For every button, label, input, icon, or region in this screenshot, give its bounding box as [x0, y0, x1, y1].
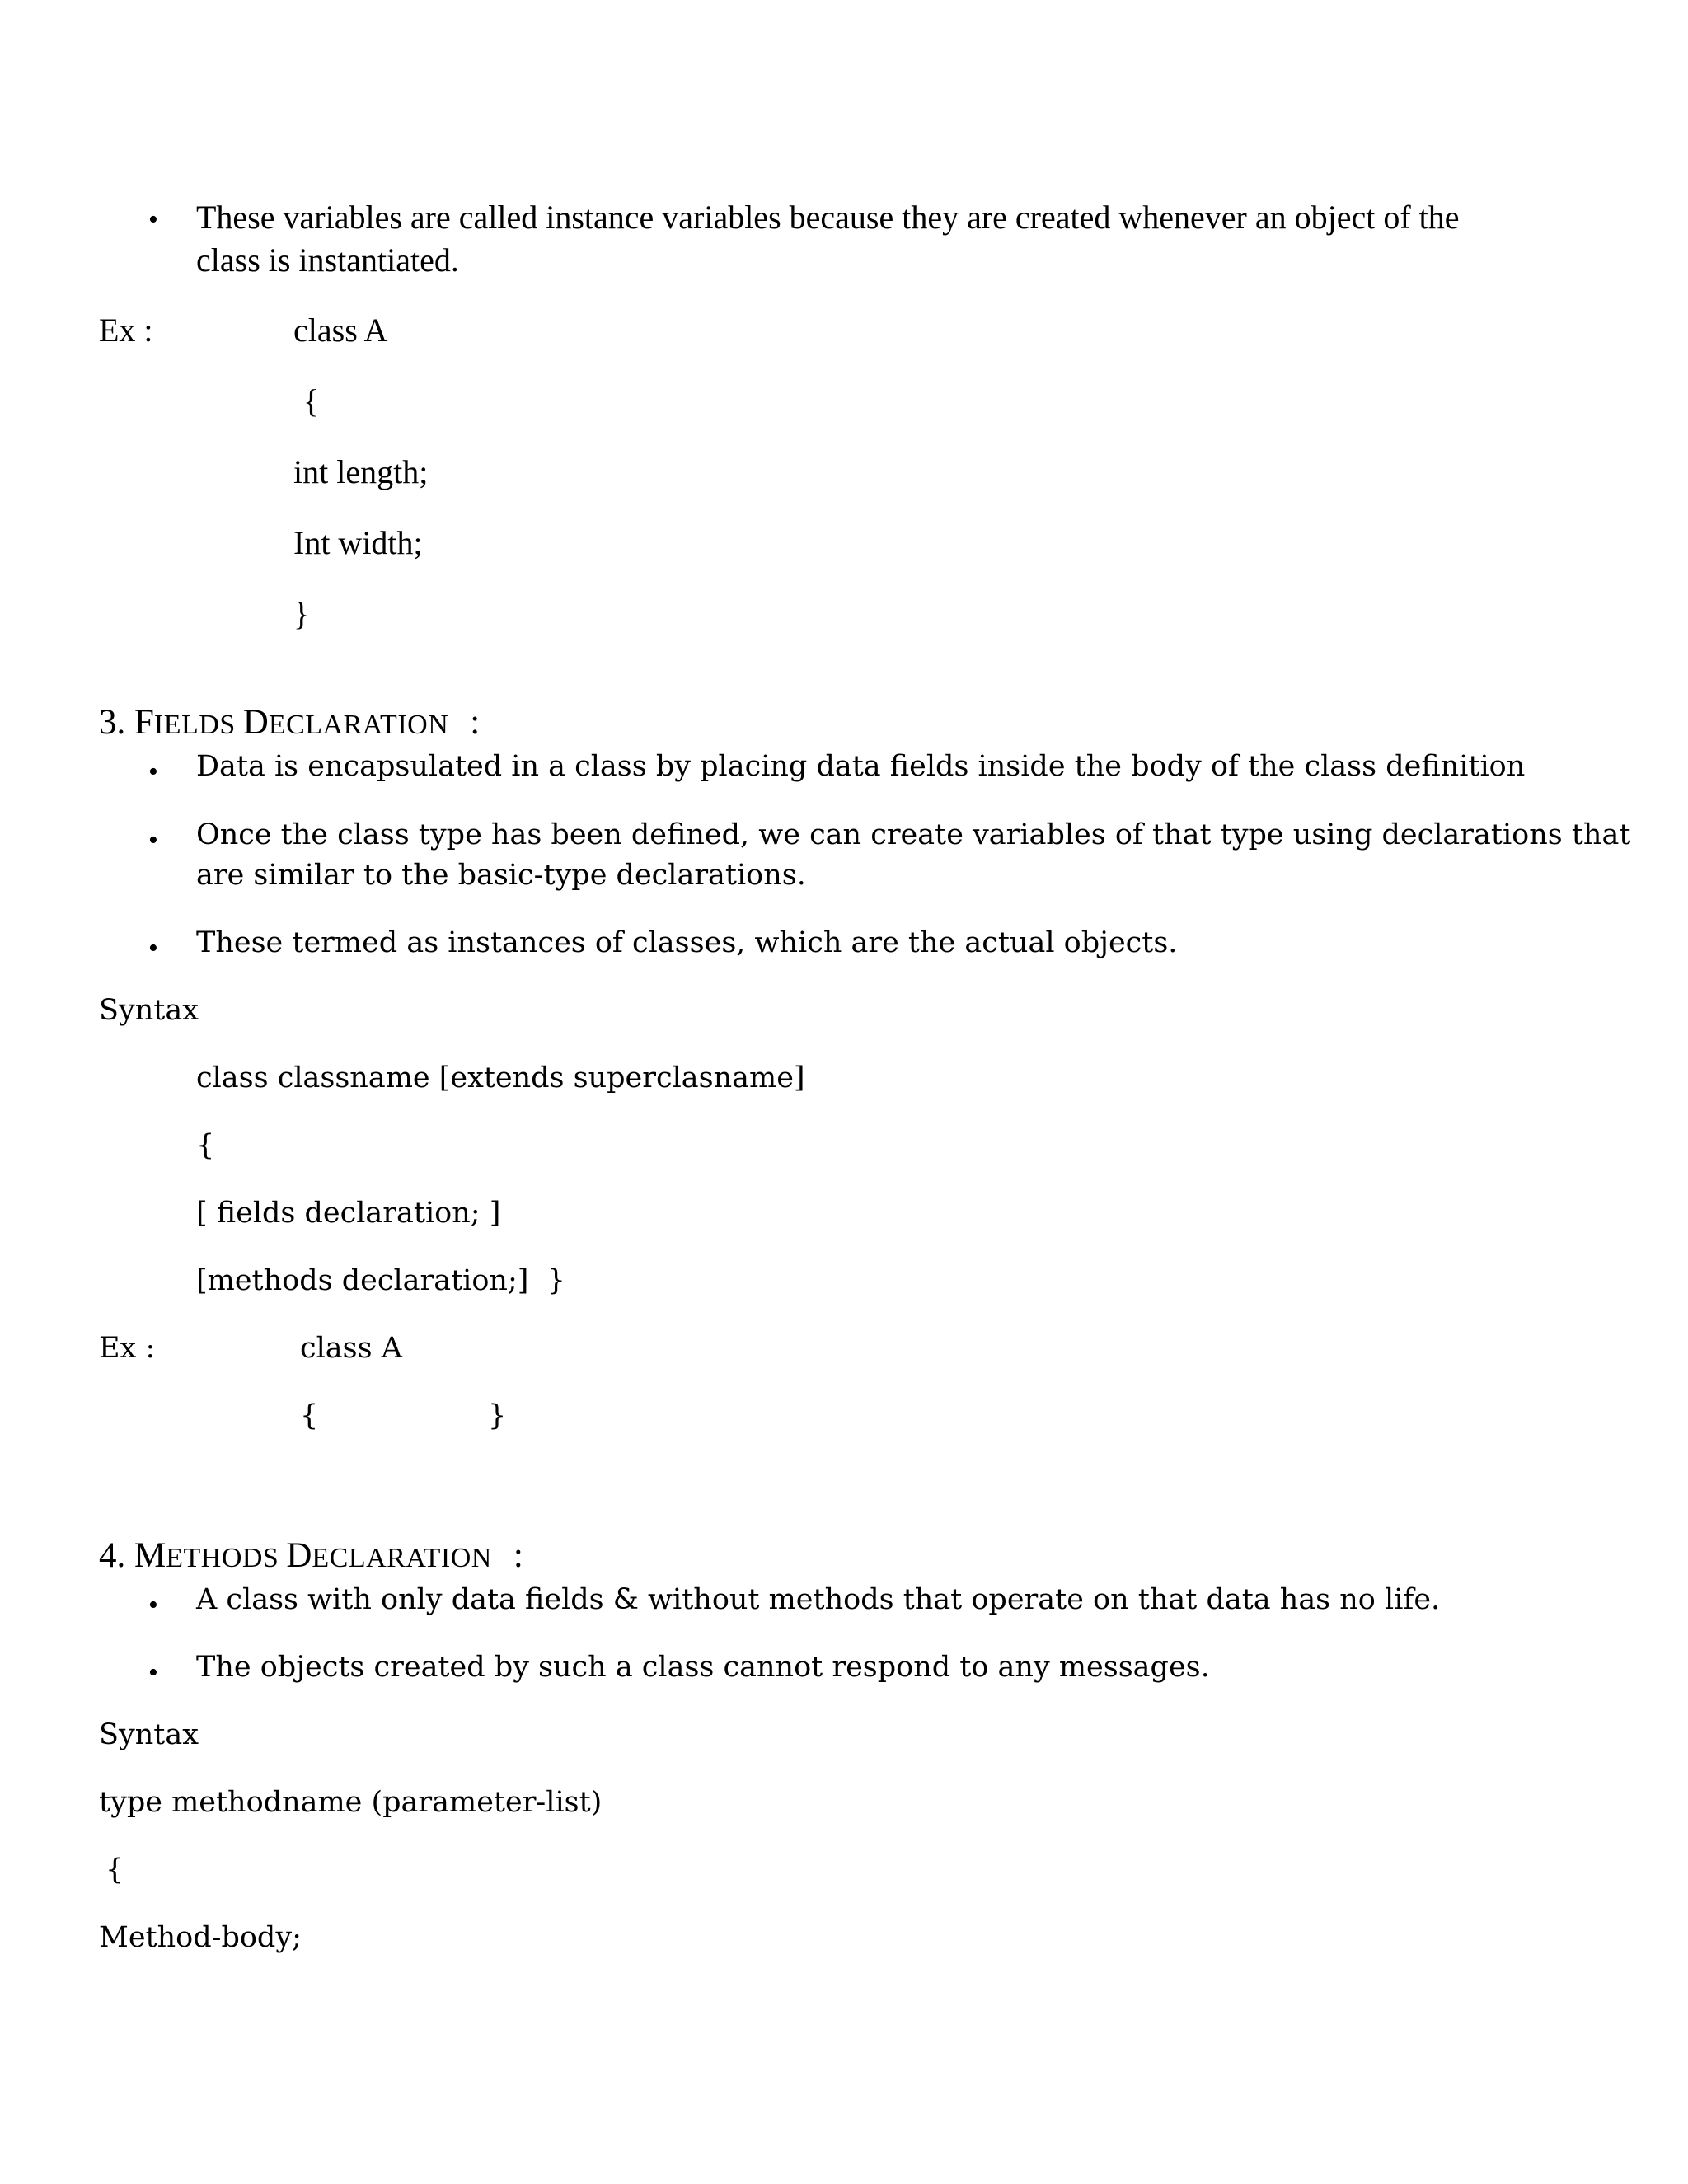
section4-bullet-2: The objects created by such a class cannot respond to any messages. [196, 1651, 1210, 1684]
section4-heading [99, 1538, 523, 1573]
section3-bullet-2-line1: Once the class type has been defined, we can create variables of that type using declarations that [196, 818, 1631, 851]
bullet-dot: • [148, 757, 158, 787]
bullet-dot: • [148, 1590, 158, 1620]
bullet-dot: • [148, 933, 158, 963]
example1-line-class: class A [293, 312, 388, 349]
intro-bullet-line1: These variables are called instance variables because they are created whenever an object of the [196, 199, 1460, 236]
example1-line-close-brace: } [293, 595, 310, 632]
section3-example-close-brace: } [488, 1399, 507, 1432]
section3-number: 3. [99, 703, 134, 742]
section4-syntax-line-1: type methodname (parameter-list) [99, 1786, 603, 1819]
section3-syntax-line-2: { [196, 1129, 215, 1162]
section3-heading [99, 705, 480, 740]
section3-title-cap1: F [134, 703, 154, 742]
intro-bullet-line2: class is instantiated. [196, 241, 459, 279]
section3-syntax-line-1: class classname [extends superclasname] [196, 1062, 805, 1094]
section4-colon: : [513, 1536, 523, 1575]
section3-syntax-label: Syntax [99, 994, 199, 1027]
section3-bullet-3: These termed as instances of classes, which are the actual objects. [196, 926, 1178, 959]
bullet-dot: • [148, 204, 158, 235]
section4-title-rest1: ETHODS [166, 1543, 287, 1573]
section3-syntax-line-3: [ fields declaration; ] [196, 1197, 501, 1230]
section3-bullet-2-line2: are similar to the basic-type declarations. [196, 859, 806, 892]
section4-title-cap1: M [134, 1536, 166, 1575]
section4-title-rest2: ECLARATION [312, 1543, 492, 1573]
section3-title-rest1: IELDS [153, 710, 243, 740]
section3-colon: : [470, 703, 481, 742]
example1-label: Ex : [99, 312, 153, 349]
section3-example-label: Ex : [99, 1332, 156, 1365]
section3-title-rest2: ECLARATION [268, 710, 449, 740]
example1-line-length: int length; [293, 453, 429, 490]
section4-syntax-line-2: { [106, 1854, 124, 1886]
section4-bullet-1: A class with only data fields & without methods that operate on that data has no life. [196, 1583, 1441, 1616]
section4-title-cap2: D [286, 1536, 312, 1575]
section3-bullet-1: Data is encapsulated in a class by placing data fields inside the body of the class definition [196, 750, 1526, 783]
bullet-dot: • [148, 825, 158, 855]
section4-number: 4. [99, 1536, 134, 1575]
example1-line-width: Int width; [293, 524, 423, 561]
bullet-dot: • [148, 1657, 158, 1688]
section3-example-open-brace: { [300, 1399, 319, 1432]
section4-syntax-label: Syntax [99, 1718, 199, 1751]
section3-syntax-line-4: [methods declaration;] } [196, 1264, 565, 1297]
section4-syntax-line-3: Method-body; [99, 1921, 302, 1954]
example1-line-open-brace: { [303, 382, 320, 419]
section3-title-cap2: D [242, 703, 269, 742]
section3-example-class: class A [300, 1332, 402, 1365]
